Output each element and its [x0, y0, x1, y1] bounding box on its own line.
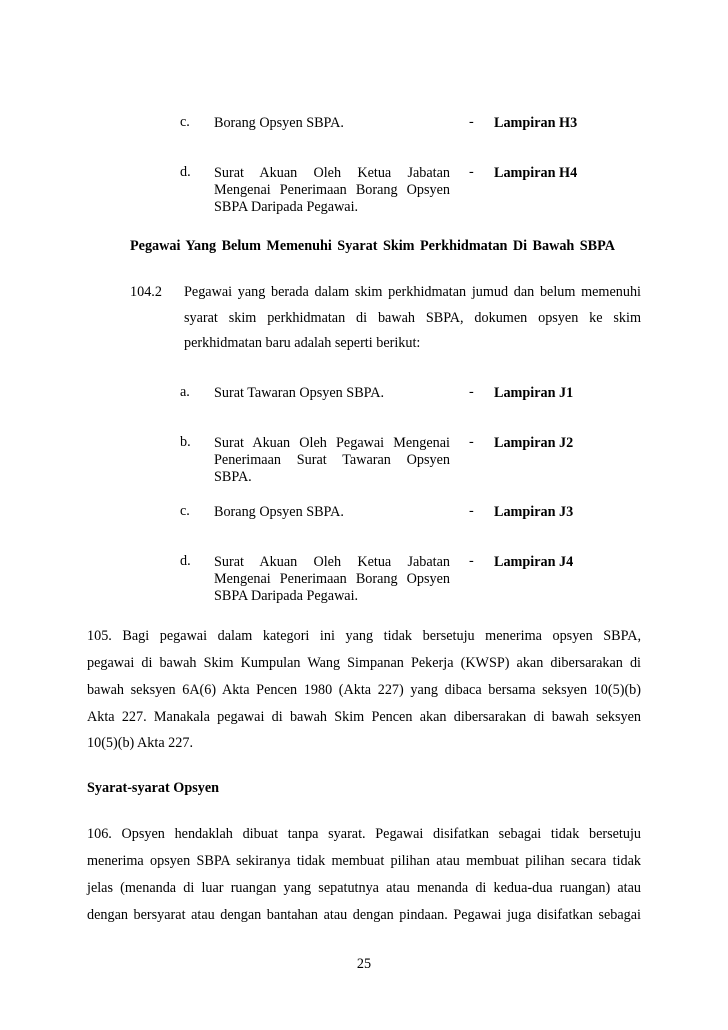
paragraph-line: 105. Bagi pegawai dalam kategori ini yang tidak bersetuju menerima opsyen SBPA, [87, 628, 641, 644]
paragraph-line: 106. Opsyen hendaklah dibuat tanpa syarat. Pegawai disifatkan sebagai tidak bersetuju [87, 826, 641, 842]
paragraph-line: menerima opsyen SBPA sekiranya tidak membuat pilihan atau membuat pilihan secara tidak [87, 853, 641, 869]
lampiran-ref: Lampiran J2 [494, 435, 574, 451]
item-dash: - [469, 434, 474, 450]
item-letter: c. [180, 114, 190, 130]
item-text-line: Mengenai Penerimaan Borang Opsyen [214, 571, 450, 587]
paragraph-line: dengan bersyarat atau dengan bantahan atau dengan pindaan. Pegawai juga disifatkan sebagai [87, 907, 641, 923]
item-text-line: Borang Opsyen SBPA. [214, 115, 344, 131]
item-text-line: Penerimaan Surat Tawaran Opsyen [214, 452, 450, 468]
section-heading [130, 238, 615, 255]
paragraph-line: pegawai di bawah Skim Kumpulan Wang Simpanan Pekerja (KWSP) akan dibersarakan di [87, 655, 641, 671]
item-text [214, 165, 450, 216]
item-text-line: Surat Akuan Oleh Pegawai Mengenai [214, 435, 450, 451]
item-letter: d. [180, 553, 191, 569]
item-dash: - [469, 384, 474, 400]
paragraph-line: syarat skim perkhidmatan di bawah SBPA, dokumen opsyen ke skim [184, 310, 641, 326]
item-text [214, 385, 450, 402]
lampiran-ref: Lampiran J4 [494, 554, 574, 570]
item-text-line: SBPA. [214, 469, 252, 485]
lampiran-ref: Lampiran H4 [494, 165, 578, 181]
item-dash: - [469, 503, 474, 519]
section-heading-text: Pegawai Yang Belum Memenuhi Syarat Skim Perkhidmatan Di Bawah SBPA [130, 238, 615, 254]
paragraph-line: 10(5)(b) Akta 227. [87, 735, 193, 751]
item-text-line: Surat Akuan Oleh Ketua Jabatan [214, 165, 450, 181]
subsection-heading: Syarat-syarat Opsyen [87, 780, 220, 796]
item-text-line: Mengenai Penerimaan Borang Opsyen [214, 182, 450, 198]
page-number: 25 [356, 956, 372, 972]
item-text-line: Surat Tawaran Opsyen SBPA. [214, 385, 385, 401]
paragraph-line: Akta 227. Manakala pegawai di bawah Skim Pencen akan dibersarakan di bawah seksyen [87, 709, 641, 725]
item-text-line: Borang Opsyen SBPA. [214, 504, 344, 520]
paragraph-line: bawah seksyen 6A(6) Akta Pencen 1980 (Akta 227) yang dibaca bersama seksyen 10(5)(b) [87, 682, 641, 698]
item-text [214, 554, 450, 605]
item-text-line: SBPA Daripada Pegawai. [214, 199, 359, 215]
item-text-line: Surat Akuan Oleh Ketua Jabatan [214, 554, 450, 570]
item-letter: a. [180, 384, 190, 400]
paragraph-104-2 [184, 284, 641, 364]
lampiran-ref: Lampiran H3 [494, 115, 578, 131]
item-letter: c. [180, 503, 190, 519]
item-letter: b. [180, 434, 191, 450]
paragraph-line: Pegawai yang berada dalam skim perkhidmatan jumud dan belum memenuhi [184, 284, 641, 300]
item-dash: - [469, 553, 474, 569]
item-letter: d. [180, 164, 191, 180]
lampiran-ref: Lampiran J1 [494, 385, 574, 401]
item-text [214, 504, 450, 521]
item-text [214, 115, 450, 132]
item-dash: - [469, 164, 474, 180]
paragraph-106 [87, 826, 641, 936]
para-number-104-2: 104.2 [130, 284, 162, 300]
paragraph-line: perkhidmatan baru adalah seperti berikut: [184, 335, 421, 351]
lampiran-ref: Lampiran J3 [494, 504, 574, 520]
paragraph-105 [87, 628, 641, 758]
paragraph-line: jelas (menanda di luar ruangan yang sepatutnya atau menanda di kedua-dua ruangan) atau [87, 880, 641, 896]
item-text [214, 435, 450, 486]
item-dash: - [469, 114, 474, 130]
item-text-line: SBPA Daripada Pegawai. [214, 588, 359, 604]
